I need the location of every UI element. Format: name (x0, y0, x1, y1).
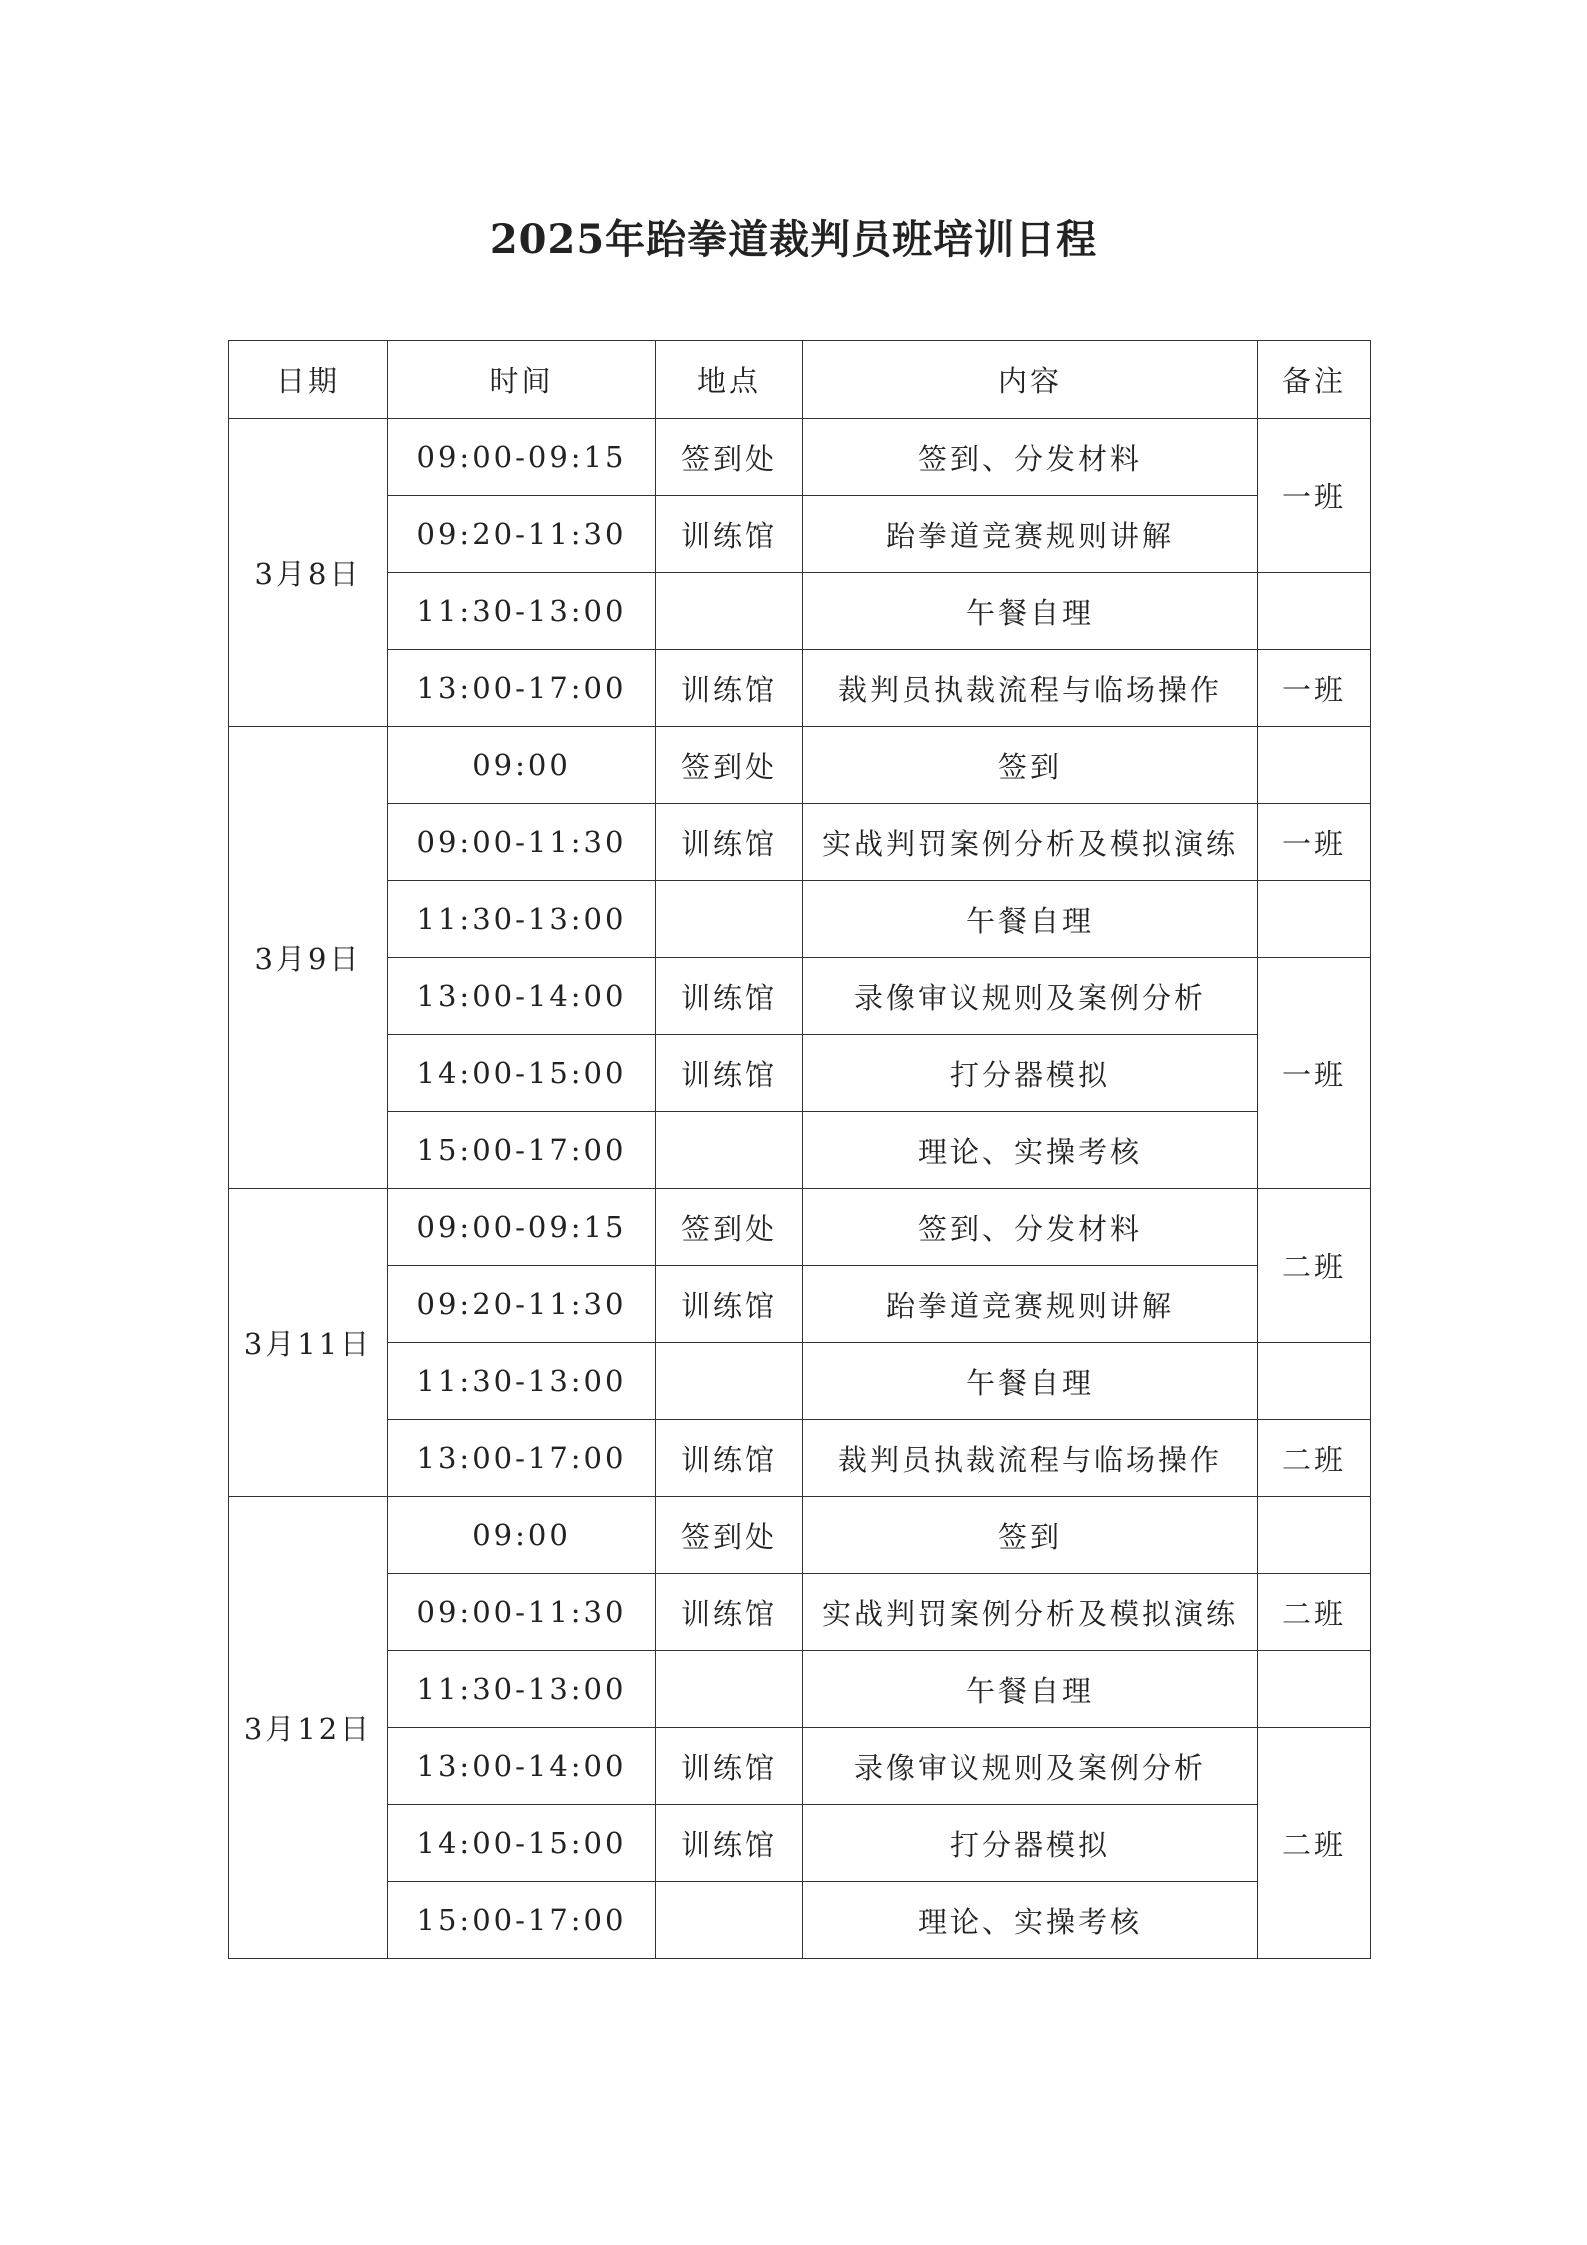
time-cell: 11:30-13:00 (388, 573, 656, 650)
content-cell: 签到、分发材料 (803, 1189, 1258, 1266)
header-date: 日期 (229, 341, 388, 419)
header-place: 地点 (656, 341, 803, 419)
date-cell: 3月8日 (229, 419, 388, 727)
time-cell: 13:00-17:00 (388, 1420, 656, 1497)
place-cell: 签到处 (656, 1497, 803, 1574)
time-cell: 09:00-11:30 (388, 804, 656, 881)
content-cell: 签到 (803, 1497, 1258, 1574)
place-cell (656, 1343, 803, 1420)
time-cell: 09:20-11:30 (388, 496, 656, 573)
place-cell (656, 573, 803, 650)
table-row (229, 419, 1371, 496)
place-cell: 训练馆 (656, 958, 803, 1035)
note-cell (1258, 727, 1371, 804)
place-cell: 训练馆 (656, 1266, 803, 1343)
time-cell: 15:00-17:00 (388, 1882, 656, 1959)
table-row (229, 650, 1371, 727)
content-cell: 裁判员执裁流程与临场操作 (803, 1420, 1258, 1497)
time-cell: 11:30-13:00 (388, 1343, 656, 1420)
note-cell: 一班 (1258, 958, 1371, 1189)
place-cell: 训练馆 (656, 1805, 803, 1882)
place-cell (656, 881, 803, 958)
table-row (229, 1728, 1371, 1805)
content-cell: 跆拳道竞赛规则讲解 (803, 1266, 1258, 1343)
place-cell: 训练馆 (656, 650, 803, 727)
note-cell: 二班 (1258, 1420, 1371, 1497)
table-row (229, 1189, 1371, 1266)
content-cell: 录像审议规则及案例分析 (803, 958, 1258, 1035)
time-cell: 09:00-11:30 (388, 1574, 656, 1651)
time-cell: 13:00-14:00 (388, 1728, 656, 1805)
document-title: 2025年跆拳道裁判员班培训日程 (489, 216, 1098, 263)
header-note: 备注 (1258, 341, 1371, 419)
table-row (229, 1574, 1371, 1651)
date-cell: 3月12日 (229, 1497, 388, 1959)
note-cell (1258, 1343, 1371, 1420)
table-row (229, 958, 1371, 1035)
place-cell (656, 1882, 803, 1959)
header-content: 内容 (803, 341, 1258, 419)
table-row (229, 1805, 1371, 1882)
time-cell: 13:00-14:00 (388, 958, 656, 1035)
schedule-table (228, 340, 1371, 1959)
note-cell: 一班 (1258, 419, 1371, 573)
content-cell: 实战判罚案例分析及模拟演练 (803, 804, 1258, 881)
time-cell: 11:30-13:00 (388, 1651, 656, 1728)
place-cell: 训练馆 (656, 1420, 803, 1497)
place-cell: 训练馆 (656, 804, 803, 881)
time-cell: 09:20-11:30 (388, 1266, 656, 1343)
date-cell: 3月9日 (229, 727, 388, 1189)
content-cell: 理论、实操考核 (803, 1882, 1258, 1959)
note-cell: 二班 (1258, 1574, 1371, 1651)
content-cell: 午餐自理 (803, 881, 1258, 958)
place-cell: 训练馆 (656, 1574, 803, 1651)
table-row (229, 727, 1371, 804)
place-cell: 训练馆 (656, 1035, 803, 1112)
content-cell: 打分器模拟 (803, 1805, 1258, 1882)
time-cell: 15:00-17:00 (388, 1112, 656, 1189)
table-row (229, 1266, 1371, 1343)
content-cell: 理论、实操考核 (803, 1112, 1258, 1189)
time-cell: 13:00-17:00 (388, 650, 656, 727)
place-cell (656, 1112, 803, 1189)
place-cell: 训练馆 (656, 1728, 803, 1805)
table-row (229, 1343, 1371, 1420)
note-cell: 一班 (1258, 804, 1371, 881)
content-cell: 午餐自理 (803, 573, 1258, 650)
note-cell: 二班 (1258, 1189, 1371, 1343)
note-cell (1258, 1497, 1371, 1574)
note-cell (1258, 1651, 1371, 1728)
date-cell: 3月11日 (229, 1189, 388, 1497)
place-cell: 签到处 (656, 727, 803, 804)
table-row (229, 1497, 1371, 1574)
note-cell (1258, 573, 1371, 650)
table-row (229, 1420, 1371, 1497)
time-cell: 11:30-13:00 (388, 881, 656, 958)
time-cell: 14:00-15:00 (388, 1805, 656, 1882)
table-row (229, 1882, 1371, 1959)
content-cell: 签到、分发材料 (803, 419, 1258, 496)
content-cell: 实战判罚案例分析及模拟演练 (803, 1574, 1258, 1651)
time-cell: 14:00-15:00 (388, 1035, 656, 1112)
table-row (229, 1112, 1371, 1189)
table-row (229, 496, 1371, 573)
content-cell: 裁判员执裁流程与临场操作 (803, 650, 1258, 727)
table-row (229, 1035, 1371, 1112)
content-cell: 打分器模拟 (803, 1035, 1258, 1112)
place-cell: 签到处 (656, 419, 803, 496)
table-row (229, 881, 1371, 958)
place-cell: 签到处 (656, 1189, 803, 1266)
table-row (229, 1651, 1371, 1728)
content-cell: 签到 (803, 727, 1258, 804)
place-cell: 训练馆 (656, 496, 803, 573)
place-cell (656, 1651, 803, 1728)
content-cell: 午餐自理 (803, 1343, 1258, 1420)
time-cell: 09:00-09:15 (388, 419, 656, 496)
note-cell: 二班 (1258, 1728, 1371, 1959)
header-row (229, 341, 1371, 419)
content-cell: 午餐自理 (803, 1651, 1258, 1728)
table-row (229, 804, 1371, 881)
table-row (229, 573, 1371, 650)
time-cell: 09:00 (388, 1497, 656, 1574)
content-cell: 跆拳道竞赛规则讲解 (803, 496, 1258, 573)
time-cell: 09:00-09:15 (388, 1189, 656, 1266)
content-cell: 录像审议规则及案例分析 (803, 1728, 1258, 1805)
header-time: 时间 (388, 341, 656, 419)
note-cell: 一班 (1258, 650, 1371, 727)
note-cell (1258, 881, 1371, 958)
time-cell: 09:00 (388, 727, 656, 804)
